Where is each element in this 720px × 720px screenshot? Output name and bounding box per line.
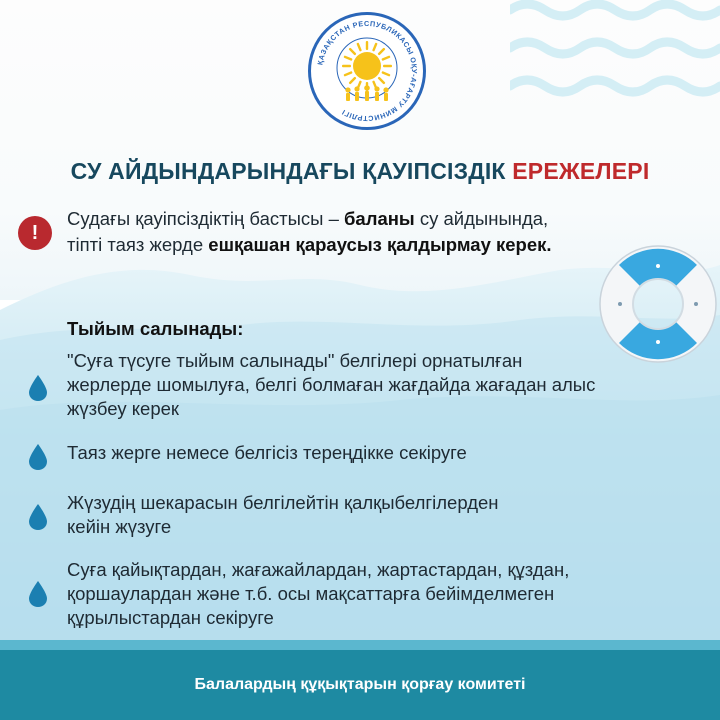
footer-stripe bbox=[0, 640, 720, 650]
warning-text bbox=[67, 206, 687, 258]
title-accent: ЕРЕЖЕЛЕРІ bbox=[512, 158, 650, 184]
water-drop-icon bbox=[28, 503, 48, 531]
list-item: Суға қайықтардан, жағажайлардан, жартастардан, құздан, қоршаулардан және т.б. осы мақсаттарға бейімделмеген құрылыстардан секіруге bbox=[67, 559, 570, 628]
sun-emblem-icon bbox=[308, 12, 426, 130]
list-item: Жүзудің шекарасын белгілейтін қалқыбелгілерден кейін жүзуге bbox=[67, 492, 499, 537]
water-drop-icon bbox=[28, 580, 48, 608]
ministry-logo bbox=[308, 12, 426, 130]
warning-line-1: Судағы қауіпсіздіктің бастысы – баланы су айдынында, bbox=[67, 208, 549, 229]
footer bbox=[0, 650, 720, 720]
prohibited-heading: Тыйым салынады: bbox=[67, 318, 244, 339]
list-item: "Суға түсуге тыйым салынады" белгілері орнатылған жерлерде шомылуға, белгі болмаған жағдайда жағадан алыс жүзбеу керек bbox=[67, 350, 596, 419]
wave-decoration bbox=[510, 0, 720, 120]
exclamation-symbol: ! bbox=[31, 221, 39, 244]
page-title bbox=[0, 158, 720, 185]
lifebuoy-icon bbox=[597, 243, 719, 365]
title-main: СУ АЙДЫНДАРЫНДАҒЫ ҚАУІПСІЗДІК bbox=[70, 158, 506, 184]
list-item: Таяз жерге немесе белгісіз тереңдікке секіруге bbox=[67, 442, 467, 463]
logo-ring-text: ҚАЗАҚСТАН РЕСПУБЛИКАСЫ ОҚУ-АҒАРТУ МИНИСТРЛІГІ bbox=[315, 18, 420, 124]
warning-line-2: тіпті таяз жерде ешқашан қараусыз қалдырмау керек. bbox=[67, 234, 552, 255]
water-drop-icon bbox=[28, 443, 48, 471]
water-drop-icon bbox=[28, 374, 48, 402]
warning-bold-child: баланы bbox=[344, 208, 415, 229]
exclamation-circle-icon bbox=[18, 216, 52, 250]
footer-text: Балалардың құқықтарын қорғау комитеті bbox=[194, 676, 526, 693]
warning-bold-never: ешқашан қараусыз қалдырмау керек. bbox=[208, 234, 552, 255]
